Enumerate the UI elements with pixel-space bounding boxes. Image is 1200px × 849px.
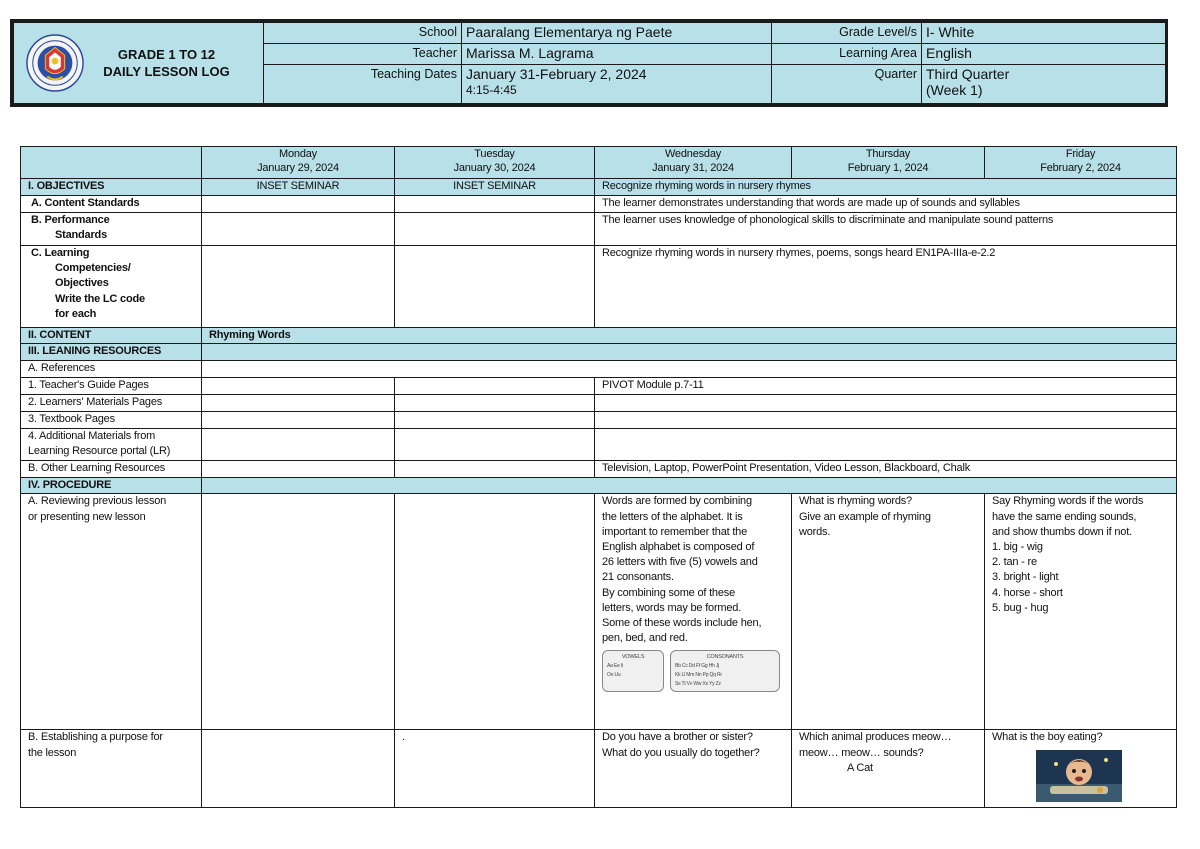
procedure-b-thursday: Which animal produces meow… meow… meow… sounds? A Cat xyxy=(792,730,985,807)
additional-materials-row xyxy=(21,429,1177,461)
procedure-a-friday: Say Rhyming words if the words have the same ending sounds, and show thumbs down if not. 1. big - wig 2. tan - re 3. bright - light 4. horse - short 5. bug - hug xyxy=(985,494,1177,730)
day-header-wednesday: Wednesday January 31, 2024 xyxy=(595,147,792,179)
day-header-tuesday: Tuesday January 30, 2024 xyxy=(395,147,595,179)
day-header-monday: Monday January 29, 2024 xyxy=(202,147,395,179)
learning-competencies-row xyxy=(21,246,1177,328)
learning-competencies-label: C. Learning Competencies/ Objectives Write the LC code for each xyxy=(21,246,202,328)
school-label: School xyxy=(264,23,462,44)
week-value: (Week 1) xyxy=(926,82,983,98)
learning-area-value: English xyxy=(922,44,1166,65)
document-title: GRADE 1 TO 12 DAILY LESSON LOG xyxy=(103,47,230,79)
procedure-b-row xyxy=(21,730,1177,807)
grade-value: I- White xyxy=(922,23,1166,44)
header-title-cell xyxy=(14,23,264,104)
boy-eating-image xyxy=(1036,750,1122,802)
learning-competencies-text: Recognize rhyming words in nursery rhymes, poems, songs heard EN1PA-IIIa-e-2.2 xyxy=(595,246,1177,328)
procedure-b-label: B. Establishing a purpose for the lesson xyxy=(21,730,202,807)
procedure-a-row xyxy=(21,494,1177,730)
resources-row xyxy=(21,344,1177,361)
school-value: Paaralang Elementarya ng Paete xyxy=(462,23,772,44)
procedure-b-friday: What is the boy eating? xyxy=(985,730,1177,807)
lesson-log-table xyxy=(20,146,1177,808)
teachers-guide-row xyxy=(21,378,1177,395)
textbook-pages-row xyxy=(21,412,1177,429)
quarter-label: Quarter xyxy=(772,65,922,104)
textbook-pages-label: 3. Textbook Pages xyxy=(21,412,202,429)
procedure-a-thursday: What is rhyming words? Give an example of rhyming words. xyxy=(792,494,985,730)
day-header-blank xyxy=(21,147,202,179)
performance-standards-row xyxy=(21,213,1177,246)
day-header-friday: Friday February 2, 2024 xyxy=(985,147,1177,179)
content-standards-text: The learner demonstrates understanding that words are made up of sounds and syllables xyxy=(595,196,1177,213)
performance-standards-label: B. Performance Standards xyxy=(21,213,202,246)
performance-standards-text: The learner uses knowledge of phonological skills to discriminate and manipulate sound patterns xyxy=(595,213,1177,246)
procedure-a-wednesday: Words are formed by combining the letters of the alphabet. It is important to remember that the English alphabet is composed of 26 letters with five (5) vowels and 21 consonants. By combining some of these letters, words may be formed. Some of these words include hen, pen, bed, and red. VOWELS Aa Ee Ii Oo Uu CONSONANTS Bb Cc Dd Ff Gg Hh Jj Kk Ll Mm Nn Pp Qq Rr Ss Tt Vv Ww Xx Yy Zz xyxy=(595,494,792,730)
content-standards-label: A. Content Standards xyxy=(21,196,202,213)
procedure-b-tuesday: . xyxy=(395,730,595,807)
teachers-guide-label: 1. Teacher's Guide Pages xyxy=(21,378,202,395)
vowels-box: VOWELS Aa Ee Ii Oo Uu xyxy=(602,650,664,692)
other-resources-value: Television, Laptop, PowerPoint Presentation, Video Lesson, Blackboard, Chalk xyxy=(595,461,1177,478)
teacher-label: Teacher xyxy=(264,44,462,65)
objectives-row xyxy=(21,179,1177,196)
procedure-a-label: A. Reviewing previous lesson or presenting new lesson xyxy=(21,494,202,730)
learners-materials-row xyxy=(21,395,1177,412)
lesson-log-header xyxy=(10,19,1168,107)
learners-materials-label: 2. Learners' Materials Pages xyxy=(21,395,202,412)
other-resources-row xyxy=(21,461,1177,478)
content-value: Rhyming Words xyxy=(202,328,1177,344)
grade-label: Grade Level/s xyxy=(772,23,922,44)
day-header-row xyxy=(21,147,1177,179)
learning-area-label: Learning Area xyxy=(772,44,922,65)
procedure-label: IV. PROCEDURE xyxy=(21,478,202,494)
objectives-monday: INSET SEMINAR xyxy=(202,179,395,196)
teaching-dates-label: Teaching Dates xyxy=(264,65,462,104)
objectives-text: Recognize rhyming words in nursery rhymes xyxy=(595,179,1177,196)
teacher-value: Marissa M. Lagrama xyxy=(462,44,772,65)
alphabet-chart xyxy=(602,650,784,692)
objectives-label: I. OBJECTIVES xyxy=(21,179,202,196)
content-label: II. CONTENT xyxy=(21,328,202,344)
content-standards-row xyxy=(21,196,1177,213)
quarter-value: Third Quarter (Week 1) xyxy=(922,65,1166,104)
resources-label: III. LEANING RESOURCES xyxy=(21,344,202,361)
teachers-guide-value: PIVOT Module p.7-11 xyxy=(595,378,1177,395)
consonants-box: CONSONANTS Bb Cc Dd Ff Gg Hh Jj Kk Ll Mm Nn Pp Qq Rr Ss Tt Vv Ww Xx Yy Zz xyxy=(670,650,780,692)
additional-materials-label: 4. Additional Materials from Learning Resource portal (LR) xyxy=(21,429,202,461)
references-row xyxy=(21,361,1177,378)
objectives-tuesday: INSET SEMINAR xyxy=(395,179,595,196)
day-header-thursday: Thursday February 1, 2024 xyxy=(792,147,985,179)
teaching-time: 4:15-4:45 xyxy=(466,83,517,97)
procedure-b-wednesday: Do you have a brother or sister? What do you usually do together? xyxy=(595,730,792,807)
content-row xyxy=(21,328,1177,344)
procedure-row xyxy=(21,478,1177,494)
teaching-dates-value: January 31-February 2, 2024 4:15-4:45 xyxy=(462,65,772,104)
other-resources-label: B. Other Learning Resources xyxy=(21,461,202,478)
references-label: A. References xyxy=(21,361,202,378)
